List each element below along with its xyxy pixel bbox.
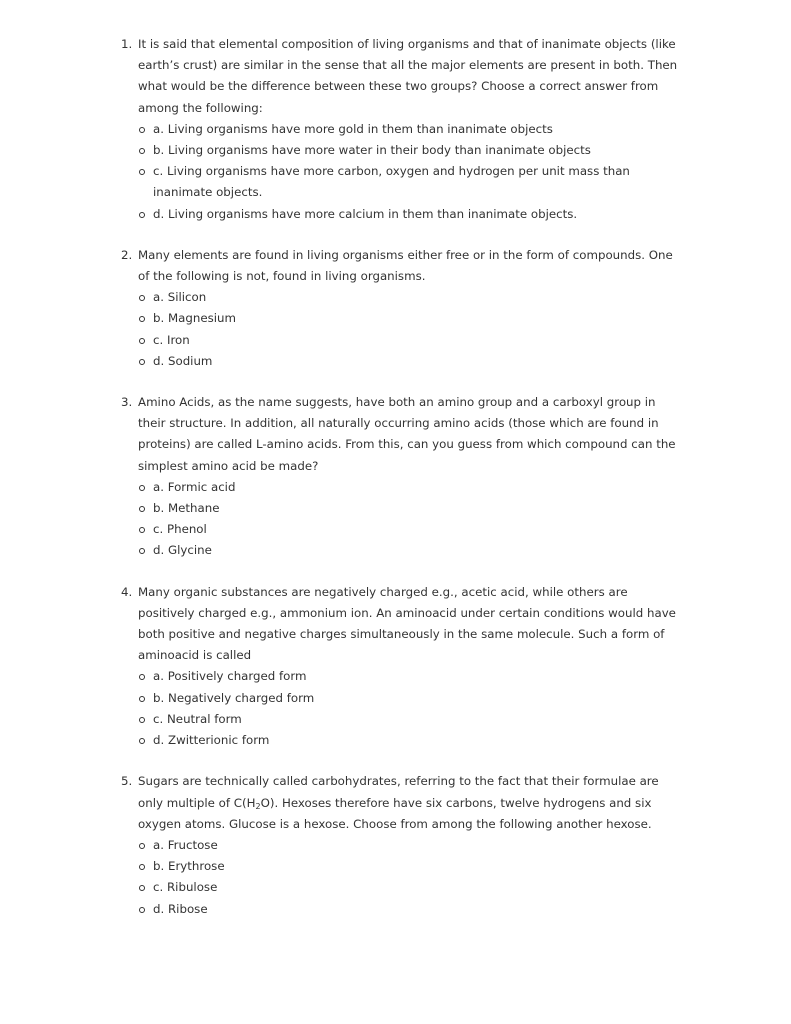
option-item — [138, 140, 678, 161]
option-item — [138, 287, 678, 308]
option-label: d. Ribose — [153, 901, 208, 916]
option-item — [138, 856, 678, 877]
question-number: 4. — [121, 584, 133, 599]
option-list — [138, 835, 678, 920]
option-item — [138, 877, 678, 898]
option-label: a. Positively charged form — [153, 669, 307, 684]
question-text: Many organic substances are negatively charged e.g., acetic acid, while others are positively charged e.g., ammonium ion. An aminoacid under certain conditions would have both positive and negative charges simultaneously in the same molecule. Such a form of aminoacid is called — [138, 584, 676, 663]
question-number: 5. — [121, 774, 133, 789]
subscript: 2 — [255, 801, 261, 811]
option-list — [138, 477, 678, 562]
option-label: c. Iron — [153, 332, 190, 347]
option-label: a. Silicon — [153, 290, 207, 305]
document — [0, 34, 791, 940]
question-4 — [121, 582, 678, 752]
circle-bullet-icon — [139, 738, 145, 744]
circle-bullet-icon — [139, 506, 145, 512]
option-item — [138, 730, 678, 751]
option-item — [138, 351, 678, 372]
option-label: d. Living organisms have more calcium in them than inanimate objects. — [153, 206, 578, 221]
option-label: b. Living organisms have more water in their body than inanimate objects — [153, 143, 591, 158]
option-label: c. Ribulose — [153, 880, 218, 895]
circle-bullet-icon — [139, 674, 145, 680]
option-label: b. Erythrose — [153, 859, 225, 874]
option-list — [138, 666, 678, 751]
option-label: c. Neutral form — [153, 711, 242, 726]
circle-bullet-icon — [139, 527, 145, 533]
option-item — [138, 709, 678, 730]
option-label: a. Fructose — [153, 837, 218, 852]
option-label: c. Living organisms have more carbon, oxygen and hydrogen per unit mass than inanimate objects. — [153, 164, 630, 200]
circle-bullet-icon — [139, 359, 145, 365]
option-item — [138, 204, 678, 225]
question-1 — [121, 34, 678, 225]
option-item — [138, 519, 678, 540]
circle-bullet-icon — [139, 169, 145, 175]
question-text: Amino Acids, as the name suggests, have both an amino group and a carboxyl group in their structure. In addition, all naturally occurring amino acids (those which are found in proteins) are called L-amino acids. From this, can you guess from which compound can the simplest amino acid be made? — [138, 395, 676, 473]
option-item — [138, 161, 678, 203]
option-label: b. Negatively charged form — [153, 690, 315, 705]
circle-bullet-icon — [139, 907, 145, 913]
option-list — [138, 119, 678, 225]
question-text-part: Sugars are technically called carbohydrates, referring to the fact that their formulae are only multiple of C(H — [138, 774, 659, 810]
circle-bullet-icon — [139, 864, 145, 870]
question-2 — [121, 245, 678, 372]
option-label: c. Phenol — [153, 522, 207, 537]
option-label: b. Methane — [153, 501, 220, 516]
question-text — [138, 771, 678, 835]
circle-bullet-icon — [139, 148, 145, 154]
question-number: 2. — [121, 247, 133, 262]
option-item — [138, 899, 678, 920]
option-label: d. Sodium — [153, 353, 213, 368]
option-item — [138, 666, 678, 687]
option-item — [138, 498, 678, 519]
question-list — [0, 34, 678, 920]
circle-bullet-icon — [139, 127, 145, 133]
option-item — [138, 835, 678, 856]
circle-bullet-icon — [139, 548, 145, 554]
question-number: 3. — [121, 395, 133, 410]
option-label: b. Magnesium — [153, 311, 237, 326]
circle-bullet-icon — [139, 717, 145, 723]
option-label: a. Living organisms have more gold in them than inanimate objects — [153, 121, 553, 136]
option-label: d. Zwitterionic form — [153, 733, 270, 748]
question-text: It is said that elemental composition of living organisms and that of inanimate objects (like earth’s crust) are similar in the sense that all the major elements are present in both. Then what would be the difference between these two groups? Choose a correct answer from among the following: — [138, 37, 678, 115]
option-label: a. Formic acid — [153, 479, 236, 494]
circle-bullet-icon — [139, 485, 145, 491]
circle-bullet-icon — [139, 295, 145, 301]
question-text-part: O). Hexoses therefore have six carbons, twelve hydrogens and six oxygen atoms. Glucose is a hexose. Choose from among the following another hexose. — [138, 795, 652, 831]
question-number: 1. — [121, 37, 133, 51]
circle-bullet-icon — [139, 696, 145, 702]
question-3 — [121, 392, 678, 562]
circle-bullet-icon — [139, 316, 145, 322]
option-item — [138, 477, 678, 498]
question-text: Many elements are found in living organisms either free or in the form of compounds. One of the following is not, found in living organisms. — [138, 247, 673, 284]
option-item — [138, 540, 678, 561]
option-item — [138, 688, 678, 709]
circle-bullet-icon — [139, 843, 145, 849]
circle-bullet-icon — [139, 338, 145, 344]
option-item — [138, 308, 678, 329]
question-5 — [121, 771, 678, 919]
option-label: d. Glycine — [153, 543, 212, 558]
option-item — [138, 119, 678, 140]
option-list — [138, 287, 678, 372]
circle-bullet-icon — [139, 212, 145, 218]
circle-bullet-icon — [139, 885, 145, 891]
option-item — [138, 330, 678, 351]
